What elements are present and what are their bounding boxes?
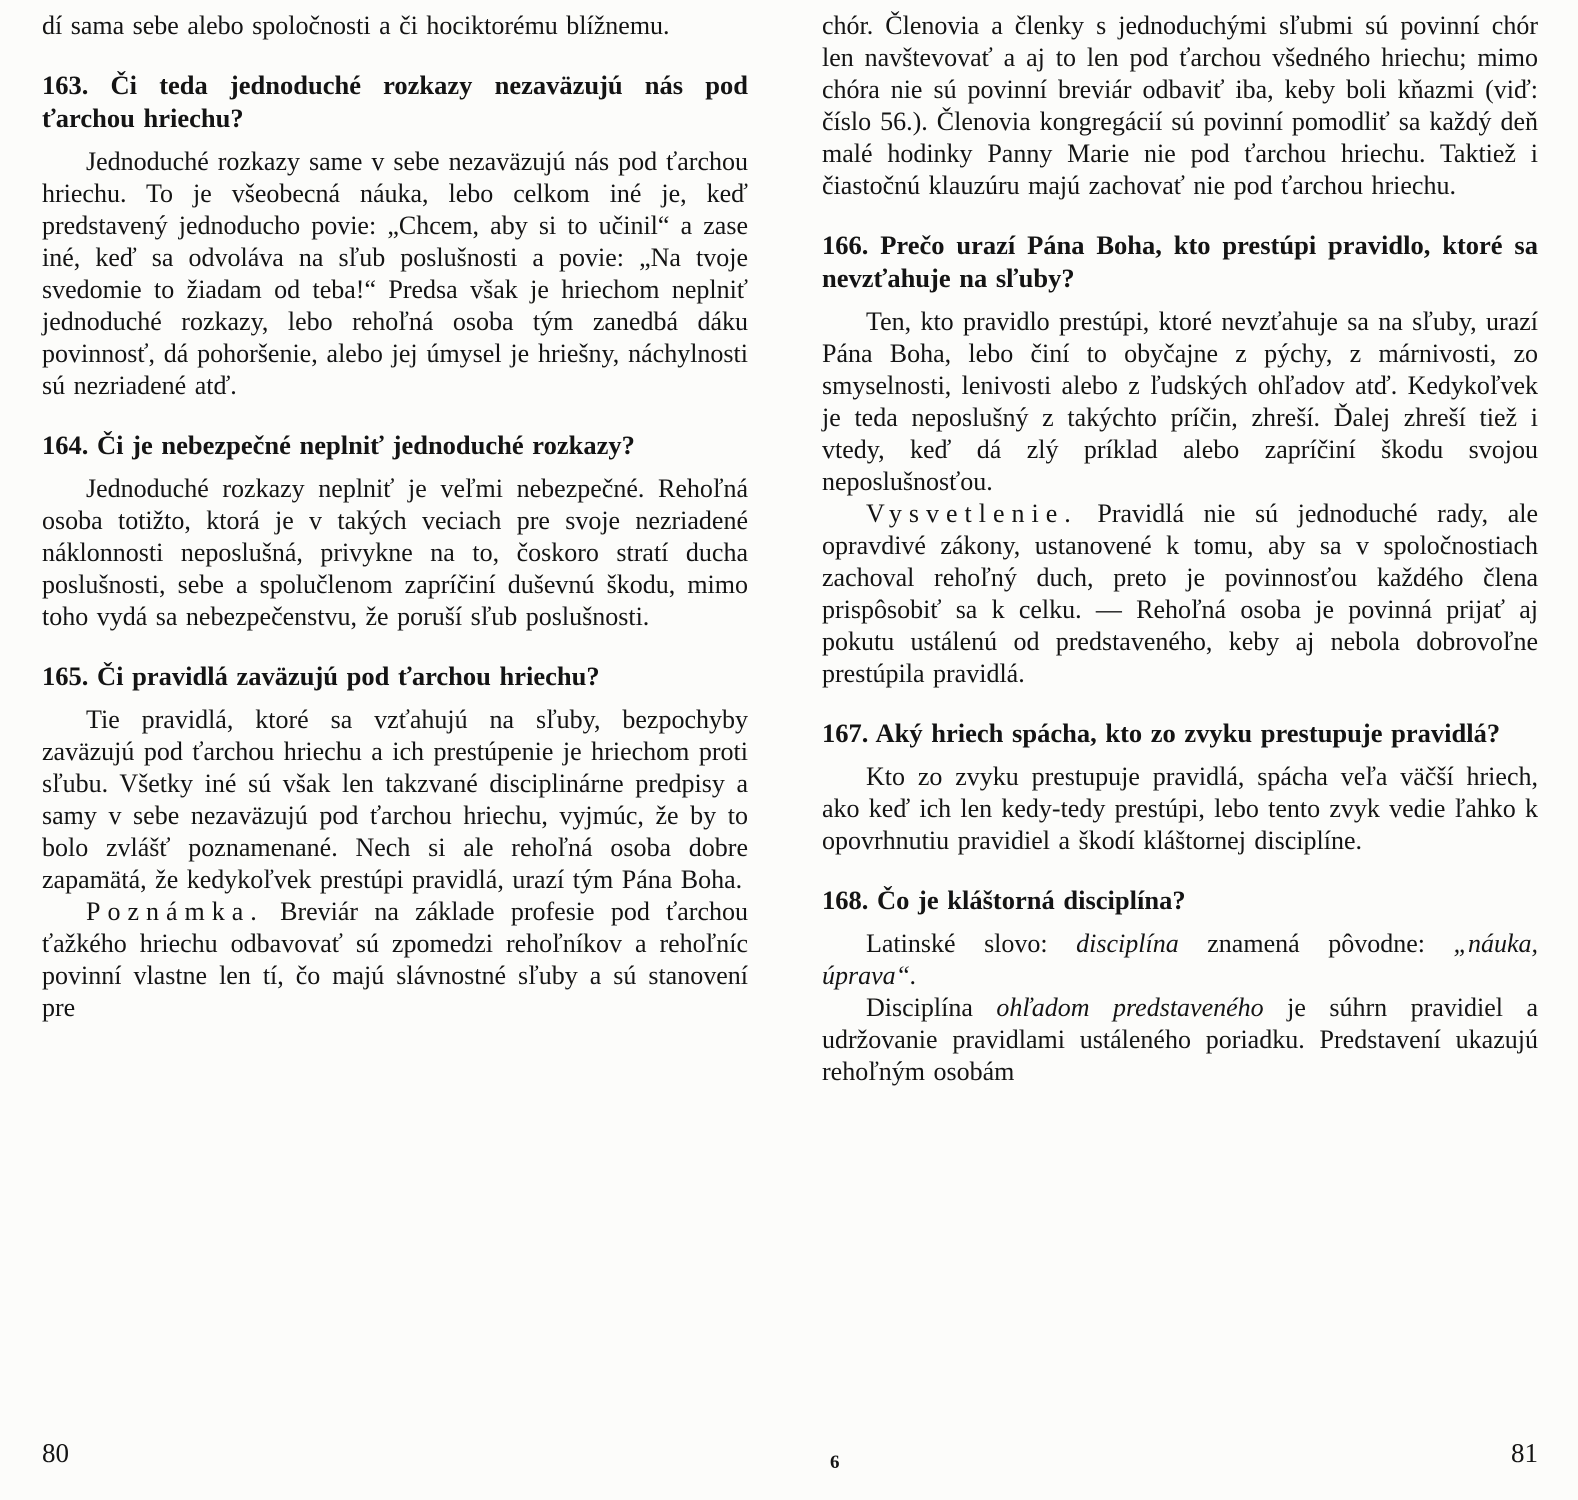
left-page-body	[42, 10, 748, 1413]
answer-paragraph-165: Tie pravidlá, ktoré sa vzťahujú na sľuby, bezpochyby zaväzujú pod ťarchou hriechu a ich prestúpenie je hriechom proti sľubu. Všetky iné sú však len takzvané disciplinárne predpisy a samy v sebe nezaväzujú pod ťarchou hriechu, vyjmúc, že by to bolo zvlášť poznamenané. Nech si ale rehoľná osoba dobre zapamätá, že kedykoľvek prestúpi pravidlá, urazí tým Pána Boha.	[42, 705, 748, 894]
note-label: Poznámka.	[86, 896, 264, 926]
right-continuation-paragraph: chór. Členovia a členky s jednoduchými sľubmi sú povinní chór len navštevovať a aj to len pod ťarchou všedného hriechu; mimo chóra nie sú povinní breviár odbaviť iba, keby boli kňazmi (viď: číslo 56.). Členovia kongregácií sú povinní pomodliť sa každý deň malé hodinky Panny Marie nie pod ťarchou hriechu. Taktiež i čiastočnú klauzúru majú zachovať nie pod ťarchou hriechu.	[822, 11, 1538, 200]
discipline-text-2: je súhrn pravidiel a udržovanie pravidlami ustáleného poriadku. Predstavení ukazujú rehoľným osobám	[822, 992, 1538, 1086]
definition-text-1: Latinské slovo:	[866, 928, 1077, 958]
answer-paragraph-163: Jednoduché rozkazy same v sebe nezaväzujú nás pod ťarchou hriechu. To je všeobecná náuka, lebo celkom iné je, keď predstavený jednoducho povie: „Chcem, aby si to učinil“ a zase iné, keď sa odvoláva na sľub poslušnosti a povie: „Na tvoje svedomie to žiadam od teba!“ Predsa však je hriechom neplniť jednoduché rozkazy, lebo rehoľná osoba tým zanedbá dáku povinnosť, dá pohoršenie, alebo jej úmysel je hriešny, náchylnosti sú nezriadené atď.	[42, 147, 748, 400]
question-heading-163: 163. Či teda jednoduché rozkazy nezaväzujú nás pod ťarchou hriechu?	[42, 69, 748, 134]
note-paragraph	[42, 896, 748, 1024]
left-page-footer	[42, 1413, 748, 1470]
page-number-right: 81	[1511, 1437, 1538, 1468]
definition-term: disciplína	[1076, 928, 1179, 958]
explanation-label: Vysvetlenie.	[866, 498, 1078, 528]
explanation-text: Pravidlá nie sú jednoduché rady, ale opravdivé zákony, ustanovené k tomu, aby sa v spoločnostiach zachoval rehoľný duch, preto je povinnosťou každého člena prispôsobiť sa k celku. — Rehoľná osoba je povinná prijať aj pokutu ustálenú od predstaveného, keby aj nebola dobrovoľne prestúpila pravidlá.	[822, 498, 1538, 688]
answer-paragraph-168-explanation	[822, 992, 1538, 1088]
question-heading-166: 166. Prečo urazí Pána Boha, kto prestúpi pravidlo, ktoré sa nevzťahuje na sľuby?	[822, 229, 1538, 293]
definition-text-2: znamená pôvodne:	[1178, 928, 1454, 958]
answer-paragraph-167: Kto zo zvyku prestupuje pravidlá, spácha veľa väčší hriech, ako keď ich len kedy-tedy prestúpi, lebo tento zvyk vedie ľahko k opovrhnutiu pravidiel a škodí kláštornej disciplíne.	[822, 761, 1538, 855]
question-heading-164: 164. Či je nebezpečné neplniť jednoduché rozkazy?	[42, 429, 635, 460]
answer-paragraph-168-definition	[822, 928, 1538, 992]
question-heading-167: 167. Aký hriech spácha, kto zo zvyku prestupuje pravidlá?	[822, 717, 1501, 748]
question-heading-168: 168. Čo je kláštorná disciplína?	[822, 884, 1186, 915]
signature-mark: 6	[830, 1451, 840, 1473]
note-text: Breviár na základe profesie pod ťarchou ťažkého hriechu odbavovať sú zpomedzi rehoľníkov a rehoľníc povinní vlastne len tí, čo majú slávnostné sľuby a sú stanovení pre	[42, 896, 748, 1022]
page-number-left: 80	[42, 1437, 69, 1468]
question-heading-165: 165. Či pravidlá zaväzujú pod ťarchou hriechu?	[42, 660, 600, 691]
right-page-body	[822, 10, 1538, 1413]
definition-meaning: „náuka, úprava“.	[822, 928, 1538, 990]
left-page	[42, 10, 748, 1470]
discipline-term: ohľadom predstaveného	[996, 992, 1264, 1022]
right-page	[822, 10, 1538, 1473]
discipline-text-1: Disciplína	[866, 992, 997, 1022]
explanation-paragraph	[822, 498, 1538, 690]
answer-paragraph-166: Ten, kto pravidlo prestúpi, ktoré nevzťahuje sa na sľuby, urazí Pána Boha, lebo činí to obyčajne z pýchy, z márnivosti, zo smyselnosti, lenivosti alebo z ľudských ohľadov atď. Kedykoľvek je teda neposlušný z takýchto príčin, zhreší. Ďalej zhreší tiež i vtedy, keď dá zlý príklad alebo zapríčiní škodu svojou neposlušnosťou.	[822, 307, 1538, 496]
answer-paragraph-164: Jednoduché rozkazy neplniť je veľmi nebezpečné. Rehoľná osoba totižto, ktorá je v takých veciach pre svoje nezriadené náklonnosti neposlušná, privykne na to, čoskoro stratí ducha poslušnosti, sebe a spolučlenom zapríčiní duševnú škodu, mimo toho vydá sa nebezpečenstvu, že poruší sľub poslušnosti.	[42, 474, 748, 631]
left-continuation-paragraph: dí sama sebe alebo spoločnosti a či hociktorému blížnemu.	[42, 11, 670, 40]
right-page-footer	[822, 1413, 1538, 1473]
